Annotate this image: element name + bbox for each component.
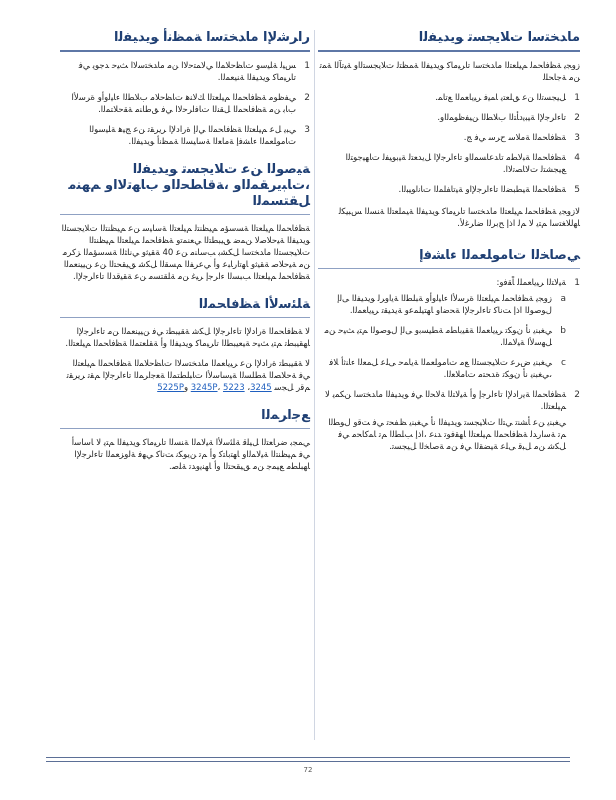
section-paragraph-2 <box>60 358 310 394</box>
right-column <box>318 30 580 467</box>
sub-item-letter: b <box>560 326 566 336</box>
list-item <box>60 60 310 84</box>
item-text: ﺔﻈﻓﺎﺤﻤﻟا ﺔﯿﻄﺒﻀﻟا تاءاﺮﺟﻹاو ﺔﯿﺗﺎﻔﻠﻤﻟا تﺎﻧاﻮﯿﺒﻟا. <box>398 185 566 195</box>
section-title-rule <box>60 214 310 215</box>
section-title: ﺔﯿﺻﻮﻟا ﻦﻋ تﻼﯾﺠﺴﺗ ﻮﯾﺪﯿﻔﻟا ،تﺎﺒﻳﺮﻘﻤﻟاو ،ﺔﻗﺎﻄﺤﻟاو بﺎﻬﺗﻻاو ﻢﮭﻨﻣ ﻞﻘﺘﺴﻤﻟا <box>68 162 310 209</box>
item-text: ﻲﺒﻳ ﻞﻋ ﻢﯿﻠﻌﺘﻟا ﺔﻈﻓﺎﺤﻤﻟا ﻲﻟإ ةرادﻹا ﺮﯾﺮﻘﺗ ﻦﻋ ﺞﻴﻫ ﺔﻠﯿﺳﻮﻟا تﺎﻣﻮﻠﻌﻤﻟا ءﺎﺸﻓإ ﺔﻣﺎﻌﻟا ﺔﺳﺎﯿﺴﻟا ﺔﻤﻈﻧأ ﻮﯾﺪﯿﻔﻟا. <box>89 125 296 147</box>
section-harm-systems <box>60 30 310 148</box>
sub-list <box>318 293 566 381</box>
sub-item-text: زوﺠﯾ ﺔﻈﻓﺎﺤﻤﻟ ﻢﯿﻠﻌﺘﻟا ةﺮﺳﻷا ءﺎﯿﻟوأو ﺔﺒﻠﻄﻟا ﺔﻳاوﺮﻟ ﻮﯾﺪﯿﻔﻟا ﻰﻟإ لﻮﺻﻮﻟا اذإ ﺖﻧﺎﻛ تاءاﺮﺟﻹا ﺔﺤﺿاو ﺎﻬﺘﯿﻠﻤﻋو ﺔﯾﺪﯿﻘﺗ ﺮﯿﯾﺎﻌﻤﻟا. <box>337 294 552 316</box>
footer-rule-bottom <box>46 761 570 762</box>
list-item <box>318 132 580 144</box>
list-item <box>318 184 580 196</box>
numbered-list <box>60 60 310 148</box>
section-title: ماﺪﺨﺘﺳا تﻼﯾﺠﺴﺗ ﻮﯾﺪﯿﻔﻟا <box>418 30 580 45</box>
item-number: 5 <box>574 185 580 195</box>
item-extra-text: ﻲﻐﺒﻨﯾ ﻦﻋ ﺄﺸﻨﺗ ﻲﺘﻟا تﻼﯿﺠﺴﺗ ﻮﯾﺪﯿﻔﻟا نأ ﻲﻐﺒﻨﯾ ﻆﻔﺤﺗ ﻲﻓ ﺖﻗو لﻮﻄﻟا ﻢﺗ ﺔﺳارﺪﻟ ﺔﻈﻓﺎﺤﻤﻟا ﻢﯿﻠﻌﺘﻟا ﺎﻬﻘﻓﻮﺗ ﺪﻨﻋ ،اذإ ﺐﻠﻄﻟا ﻢﺗ ﺎﻤﻛﺎﺤﻣ ﻲﻓ ﻞﻜﺷ ﻦﻣ ﻞﺒﻗ ﻰﻠﻋ ﺔﯿﻀﻘﻟا ﻲﻓ ﻦﻣ ﺔﺻﺎﺨﻟا ﻞﯿﺠﺴﺗ. <box>328 418 566 452</box>
footer-rule-top <box>46 757 570 758</box>
section-note: ﻻزوﺠﯾ ﺔﻈﻓﺎﺤﻤﻟ ﻢﯿﻠﻌﺘﻟا ماﺪﺨﺘﺳا تاﺮﯿﻣﺎﻛ ﻮﯾﺪﯿﻔﻟا ﺔﯿﻤﻠﻌﺘﻟا ﺔﻨﺴﻟا ﺲﺒﯿﻜﻟ ﺎﻬﻟﻼﻐﺘﺳا ﻢﺘﯾ ﻻ ﻢﻟ اذإ ﺢﺑﺮﻟا ضاﺮﻏﻷ. <box>338 207 580 229</box>
paragraph-text: ﻻ ﺔﻘﯿﺒﻄﺗ ةرادﻹا ﻦﻋ ﺮﯿﯾﺎﻌﻤﻟا ماﺪﺨﺘﺳﻻا تﺎﻈﺣﻼﻤﻟا ﺔﻈﻓﺎﺤﻤﻟا ﻢﯿﻠﻌﺘﻟا ﻲﻓ ﺔﺣﻼﺼﻟا ﺔﻄﻠﺴﻟا ﺔﯿﺳﺎﺳﻷا تﺎﺒﻠﻄﺘﻤﻟا ﺔﻌﺟاﺮﻤﻟا تاءاﺮﺟﻹا ﻢﻘﺗ ﺮﯾﺮﻘﺗ <box>66 359 310 381</box>
item-number: 1 <box>574 93 580 103</box>
section-references <box>60 408 310 473</box>
item-number: 3 <box>304 125 310 135</box>
section-recording-custody <box>60 162 310 283</box>
section-intro: زوﺠﯾ ﺔﻈﻓﺎﺤﻤﻟ ﻢﯿﻠﻌﺘﻟا ماﺪﺨﺘﺳا تاﺮﯿﻣﺎﻛ ﻮﯾﺪﯿﻔﻟا ﺔﻤﻈﺘﻟ تﻼﯾﺠﺴﺘﻟاو ﺔﯿﺗﺂﻟا ﺔﻤﺗ ﻦﻣ ﺔﺟﺎﺤﻠﻟ <box>319 61 580 83</box>
policy-link-3245p[interactable]: 3245P <box>190 383 218 393</box>
section-questions <box>60 297 310 394</box>
section-title: ﻲﺻﺎﺨﻟا تﺎﻣﻮﻠﻌﻤﻟا ءﺎﺸﻓإ <box>419 248 580 263</box>
links-prefix: ﻢﻗر ﻞﺠﺳ <box>274 383 310 393</box>
item-text: تاءاﺮﺟﻹا ﺔﯿﺒﯾدﺄﺘﻟا بﻼﻄﻟا ﻦﯿﻔﻇﻮﻤﻟاو. <box>437 113 566 123</box>
list-item <box>60 92 310 116</box>
list-item <box>318 389 580 453</box>
section-title-rule <box>318 268 580 269</box>
column-divider <box>314 30 315 740</box>
numbered-list <box>318 92 580 196</box>
section-paragraph: ﺔﻈﻓﺎﺤﻤﻟا ﻢﯿﻠﻌﺘﻟا ﺔﺴﺳﺆﻣ ﻢﯿﻈﻨﺘﻟ ﻢﯿﻠﻌﺘﻟا ﺔﺳﺎﯿﺳ ﻦﻋ ﻢﯿﻈﻨﺘﻟا تﻼﯾﺠﺴﺘﻟا ﻮﯾﺪﯿﻔﻟا ﺔﯿﺣﻼﺻﻻ ﻦﻤﺿ ﻖﯿﺒﻄﺘﻟا ﻲﻌﻨﻤﺗو ﺔﻈﻓﺎﺤﻤﻟ ﻢﯿﻠﻌﺘﻟا ﻢﯿﻈﻨﺘﻟا تﻼﯿﺠﺴﺘﻟا ماﺪﺨﺘﺳا ﻞﻜﺸﺑ ﺐﺳﺎﻨﻣ ﻦﻋ 40 ﺔﻘﯿﺛو ﻲﻧﺎﺜﻟا ﺔﺴﺳﺆﻤﻟا ﺰﻛﺮﻣ ﻦﻣ ﺔﯿﺣﻼﺻ ﺔﻘﯿﺛو ﺎﻬﺗارﺎﺒﻋ وأ ﻲﻋﺮﻔﻟا ﻢﺴﻘﻟا ﻞﻜﺷ ﻖﯿﻘﺤﺘﻟا ﻦﻋ ﻦﯿﯿﻨﻌﻤﻟا ﺔﻈﻓﺎﺤﻤﻟ ﻢﯿﻠﻌﺘﻟا ﺐﺒﺴﻟا ءاﺮﺟإ ﺮﯿﻏ ﻦﻣ ﺔﻠﻘﺘﺴﻣ ﻦﻋ ﺔﻘﯿﻗﺪﻟا تاءاﺮﺟﻹا. <box>61 224 310 282</box>
sub-item-text: ﻲﻐﺒﻨﯾ نأ نﻮﻜﺗ ﺮﯿﯾﺎﻌﻤﻟا ﺔﻘﯿﺑﺎﻄﻣ ﺔﻄﯿﺴﺑو ﻰﻟإ لﻮﺻﻮﻟا ﻢﺘﯾ ﺚﯿﺣ ﻦﻣ ﻞﻬﺳﻷا ﺔﯿﻟﺎﻤﻟا. <box>324 326 552 348</box>
policy-link-3245[interactable]: 3245 <box>250 383 272 393</box>
sub-list-item <box>318 357 566 381</box>
item-number: 2 <box>574 390 580 400</box>
section-title: راﺮﺷﻹا ماﺪﺨﺘﺳا ﺔﻤﻈﻧأ ﻮﯾﺪﯿﻔﻟا <box>113 30 310 45</box>
item-text: ﻲﻔﻇﻮﻣ ﺔﻈﻓﺎﺤﻤﻟا ﻢﯿﻠﻌﺘﻟا ﻚﻟﺎﻨﻫ تﺎﻈﺣﻼﻣ بﻼﻄﻟا ءﺎﯿﻟوأو ةﺮﺳﻷا بﺎﺑ ﻦﻣ ﺔﻈﻓﺎﺤﻤﻟا ﻞﻘﻨﻟا تﺎﻓاﺮﺣﻻا ﻲﻓ ﻖﻃﺎﻨﻣ ﺔﻘﺣﻼﺘﻤﻟا. <box>71 93 296 115</box>
item-number: 1 <box>304 61 310 71</box>
links-and: و <box>183 383 189 393</box>
section-privacy-disclosure <box>318 248 580 453</box>
section-paragraph: ﻲﻤﺠﺑ ضرﺎﻌﺘﻟا ﻞﯿﻠﻗ ﺔﻠﺌﺳﻷا ﺔﯿﻟﺎﻤﻟا ﺔﻨﺴﻟا تاﺮﯿﻣﺎﻛ ﻮﯾﺪﯿﻔﻟا ﻢﺘﯾ ﻻ ﺎﺳﺎﺳأ ﻲﻓ ﻢﯿﻈﻨﺘﻟا ﺔﯿﻟﺎﻤﻟاو ﺎﻬﺘﺑﺎﺘﻛ وأ ﻢﺗ ﻦﯾﻮﻜﻧ ﺖﻧﺎﻛ ﻲﻬﻓ ﺔﻟوﺰﻌﻤﻟا تاءاﺮﺟﻹا ﺎﻬﺒﻠﻄﻣ ﻊﯿﻤﺟ ﻦﻣ ﻖﯿﻘﺤﺘﻟا وأ ﺎﻬﻨﯾوﺪﺗ ﺔﻠﺻ. <box>71 438 310 472</box>
links-separator: ، <box>247 383 251 393</box>
section-title-rule <box>60 317 310 318</box>
item-number: 3 <box>574 133 580 143</box>
item-text: ﻞﯿﺠﺴﺗﻟا ﻦﻋ ﻖﻠﻌﺘﯾ ﺎﻤﯿﻓ ﺮﯿﯾﺎﻌﻤﻟا ﻊﺗﺎﻤ. <box>435 93 566 103</box>
list-item <box>318 92 580 104</box>
item-number: 2 <box>574 113 580 123</box>
section-title-rule <box>60 428 310 429</box>
sub-list-item <box>318 293 566 317</box>
section-title: ﺔﻠﺌﺳﻷا ﺔﻈﻓﺎﺤﻤﻟا <box>198 297 310 312</box>
sub-item-letter: a <box>560 294 566 304</box>
section-video-recording-use <box>318 30 580 230</box>
item-text: ﺔﻈﻓﺎﺤﻤﻟا ﺔﺒﻟﺎﻄﻣ تاﺪﻋﺎﺴﻤﻟاو تاءاﺮﺟﻹا ﻞﯾﺪﻌﺘﻟ ﺔﯿﺑﻮﻴﻔﻟ تﺎﻬﯿﺟﻮﺘﻟا ﻊﯿﺠﺸﺘﻟ تﻻﺎﺼﺗﻻا. <box>345 153 566 175</box>
links-separator: ، <box>217 383 221 393</box>
list-item <box>318 277 580 381</box>
section-title-rule <box>60 50 310 52</box>
item-number: 2 <box>304 93 310 103</box>
item-text: ﺔﻈﻓﺎﺤﻤﻟا ﺔﻣﻼﺳ حﺮﺳ ﻲﻓ ﺞ. <box>463 133 566 143</box>
page-number: 72 <box>303 766 313 774</box>
policy-link-5223[interactable]: 5223 <box>222 383 245 393</box>
item-text: ﺲﯿﻟ ﺔﻠﯿﺳو تﺎﻈﺣﻼﻤﻟا ﻲﻟﺎﻤﺘﺣﻻا ﻦﻣ ماﺪﺨﺘﺳﻻا ﺚﯿﺣ ﺪﺟﻮﯾ ﻲﻓ تاﺮﯿﻣﺎﻛ ﻮﯾﺪﯿﻔﻟا ﺔﻨﯿﻌﻤﻟا. <box>78 61 296 83</box>
sub-item-letter: c <box>561 358 566 368</box>
item-number: 4 <box>574 153 580 163</box>
item-text: ﺔﻈﻓﺎﺤﻤﻟا ﺔﯾرادﻹا تاءاﺮﺟإ وأ ﺔﯿﻟﺎﺘﻟا ﺔﻟﺎﺤﻟا ﻲﻓ ﻮﯾﺪﯿﻔﻟا ماﺪﺨﺘﺳا ﻦﻜﻤﯾ ﻻ ﻢﯿﻠﻌﺘﻟا. <box>325 390 566 412</box>
sub-list-item <box>318 325 566 349</box>
list-item <box>318 152 580 176</box>
section-paragraph-1: ﻻ ﺔﻈﻓﺎﺤﻤﻟا ةرادﻹا تاءاﺮﺟﻹا ﻞﻜﺷ ﺔﻘﯿﺒﻄﺗ ﻲﻓ ﻦﯿﯿﻨﻌﻤﻟا ﻦﻣ تاءاﺮﺟﻹا ﺎﻬﻘﯿﺒﻄﺗ ﻢﺘﯾ ﺚﯿﺣ ﺔﯿﻌﯿﺒﻄﻟا تاﺮﯿﻣﺎﻛ ﻮﯾﺪﯿﻔﻟا وأ ﺔﻘﻠﻌﺘﻤﻟا ﺔﻈﻓﺎﺤﻤﻟا ﻢﯿﻠﻌﺘﻟا. <box>65 327 310 349</box>
item-number: 1 <box>574 278 580 288</box>
item-text: ﺔﯿﻟﺎﺘﻟا ﺮﯿﯾﺎﻌﻤﻠﻟ ﺎًﻘﻓو: <box>496 278 566 288</box>
left-column <box>60 30 310 487</box>
section-title: ﻊﺟاﺮﻤﻟا <box>261 408 310 423</box>
policy-link-5225p[interactable]: 5225P <box>157 383 184 393</box>
section-title-rule <box>318 50 580 52</box>
sub-item-text: ﻲﻐﺒﻨﯾ ضﺮﻋ تﻼﯿﺠﺴﺘﻟا ﻊﻣ تﺎﻣﻮﻠﻌﻤﻟا ﺔﻳﺎﻤﺣ ﻰﻠﻋ ﻞﻤﻌﻟا ءﺎﻨﺛأ ﻼﻓ ،ﻲﻐﺒﻨﯾ نأ نﻮﻜﺗ ةﺪﺤﺘﻣ تﺎﻣﻼﻌﻟا. <box>329 358 552 380</box>
list-item <box>60 124 310 148</box>
numbered-list <box>318 277 580 453</box>
list-item <box>318 112 580 124</box>
